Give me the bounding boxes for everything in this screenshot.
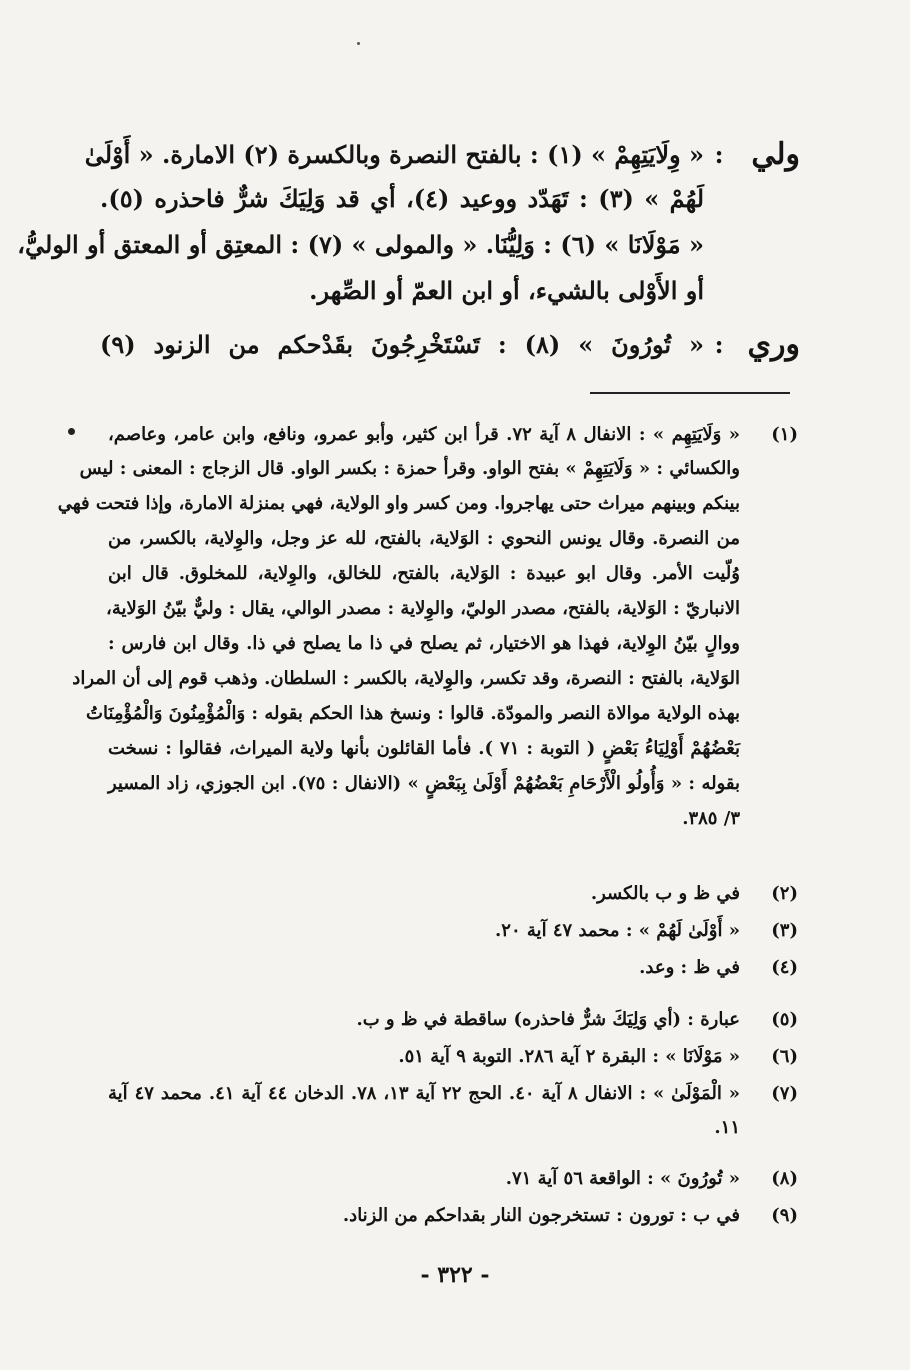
footnote-divider xyxy=(590,392,790,394)
footnote-line xyxy=(108,1111,798,1143)
entry-line xyxy=(17,220,800,268)
separator-colon: : xyxy=(714,139,724,169)
footnote-number: (٩) xyxy=(771,1204,798,1226)
footnote-text: ٣/ ٣٨٥. xyxy=(682,807,740,829)
entry-line xyxy=(100,320,800,368)
footnote-text: « تُورُونَ » : الواقعة ٥٦ آية ٧١. xyxy=(505,1167,740,1189)
footnote-text: في ظ و ب بالكسر. xyxy=(590,882,740,904)
scan-speck xyxy=(357,42,360,45)
footnote-number: (٦) xyxy=(771,1045,798,1067)
footnote-line xyxy=(57,487,798,519)
footnote-number: (٨) xyxy=(771,1167,798,1189)
footnote-text: « مَوْلَانَا » : البقرة ٢ آية ٢٨٦. التوبة ٩ آية ٥١. xyxy=(398,1045,740,1067)
footnote-2 xyxy=(108,877,798,909)
footnote-text: الانباريّ : الوَلاية، بالفتح، مصدر الوليّ، والوِلاية : مصدر الوالي، يقال : وليٌّ بيّنُ الوَلاية، xyxy=(106,597,740,619)
footnote-text: « الْمَوْلَىٰ » : الانفال ٨ آية ٤٠. الحج ٢٢ آية ١٣، ٧٨. الدخان ٤٤ آية ٤١. محمد ٤٧ آية xyxy=(108,1082,740,1104)
footnote-text: بينكم وبينهم ميراث حتى يهاجروا. ومن كسر واو الولاية، فهي بمنزلة الامارة، وإذا فتحت فهي xyxy=(57,492,740,514)
entry-text: أو الأَوْلى بالشيء، أو ابن العمّ أو الصِّهر. xyxy=(309,275,704,305)
entry-line xyxy=(100,266,800,314)
footnote-text: والكسائي : « وَلَايَتِهِمْ » بفتح الواو. وقرأ حمزة : بكسر الواو. قال الزجاج : المعنى : ليس xyxy=(79,457,740,479)
footnote-number: (٢) xyxy=(771,882,798,904)
footnote-5 xyxy=(108,1003,798,1035)
footnote-text: الوَلاية، بالفتح : النصرة، وقد تكسر، والوِلاية، بالكسر : السلطان. وذهب قوم إلى أن المراد xyxy=(72,667,740,689)
footnote-text: وُلّيت الأمر. وقال ابو عبيدة : الوَلاية، بالفتح، للخالق، والوِلاية، للمخلوق. قال ابن xyxy=(108,562,740,584)
footnote-number: (٣) xyxy=(771,919,798,941)
head-word: وري xyxy=(747,326,800,362)
footnote-text: بهذه الولاية موالاة النصر والمودّة. قالوا : ونسخ هذا الحكم بقوله : وَالْمُؤْمِنُونَ وَالْمُؤْمِنَاتُ xyxy=(86,702,740,724)
footnote-8 xyxy=(108,1162,798,1194)
footnote-number: (٧) xyxy=(771,1082,798,1104)
footnote-number: (٥) xyxy=(771,1008,798,1030)
footnote-text: ووالٍ بيّنُ الوِلاية، فهذا هو الاختيار، ثم يصلح في ذا ما يصلح في ذا. وقال ابن فارس : xyxy=(108,632,740,654)
footnote-line xyxy=(108,522,798,554)
footnote-number: (١) xyxy=(771,423,798,445)
entry-line xyxy=(100,174,800,222)
entry-text: « مَوْلَانَا » (٦) : وَلِيُّنَا. « والمولى » (٧) : المعتِق أو المعتق أو الوليُّ، xyxy=(17,229,704,259)
footnote-text: في ب : تورون : تستخرجون النار بقداحكم من الزناد. xyxy=(342,1204,740,1226)
footnote-text: « أَوْلَىٰ لَهُمْ » : محمد ٤٧ آية ٢٠. xyxy=(495,919,740,941)
footnote-text: ١١. xyxy=(714,1116,740,1138)
footnote-text: بقوله : « وَأُولُو الْأَرْحَامِ بَعْضُهُمْ أَوْلَىٰ بِبَعْضٍ » (الانفال : ٧٥). ابن الجوزي، زاد المسير xyxy=(108,772,740,794)
entry-text: « تُورُونَ » (٨) : تَسْتَخْرِجُونَ بقَدْحكم من الزنود (٩) xyxy=(100,329,704,359)
footnote-9 xyxy=(108,1199,798,1231)
footnote-1 xyxy=(108,418,798,450)
footnote-line xyxy=(108,627,798,659)
footnote-line xyxy=(108,732,798,764)
footnote-6 xyxy=(108,1040,798,1072)
footnote-line xyxy=(86,697,798,729)
footnote-text: من النصرة. وقال يونس النحوي : الوَلاية، بالفتح، لله عز وجل، والوِلاية، بالكسر، من xyxy=(108,527,740,549)
footnote-text: « وَلَايَتِهِم » : الانفال ٨ آية ٧٢. قرأ ابن كثير، وأبو عمرو، ونافع، وابن عامر، وعاصم، xyxy=(108,423,740,445)
entry-line xyxy=(84,130,800,178)
footnote-text: بَعْضُهُمْ أَوْلِيَاءُ بَعْضٍ ( التوبة : ٧١ ). فأما القائلون بأنها ولاية الميراث، فقالوا : نسخت xyxy=(108,737,740,759)
footnote-line xyxy=(108,802,798,834)
entry-text: لَهُمْ » (٣) : تَهَدّد ووعيد (٤)، أي قد وَلِيَكَ شرٌّ فاحذره (٥). xyxy=(100,183,704,213)
footnote-text: في ظ : وعد. xyxy=(639,956,740,978)
margin-dot xyxy=(68,428,75,435)
footnote-4 xyxy=(108,951,798,983)
entry-text: « وِلَايَتِهِمْ » (١) : بالفتح النصرة وبالكسرة (٢) الامارة. « أَوْلَىٰ xyxy=(84,139,704,169)
footnote-7 xyxy=(108,1077,798,1109)
footnote-line xyxy=(108,557,798,589)
footnote-number: (٤) xyxy=(771,956,798,978)
separator-colon: : xyxy=(714,329,724,359)
footnote-line xyxy=(79,452,798,484)
page-number: - ٣٢٢ - xyxy=(420,1262,490,1288)
footnote-line xyxy=(108,592,798,624)
footnote-line xyxy=(108,767,798,799)
footnote-line xyxy=(72,662,798,694)
footnote-text: عبارة : (أي وَلِيَكَ شرٌّ فاحذره) ساقطة في ظ و ب. xyxy=(356,1008,740,1030)
footnote-3 xyxy=(108,914,798,946)
head-word: ولي xyxy=(751,136,800,172)
